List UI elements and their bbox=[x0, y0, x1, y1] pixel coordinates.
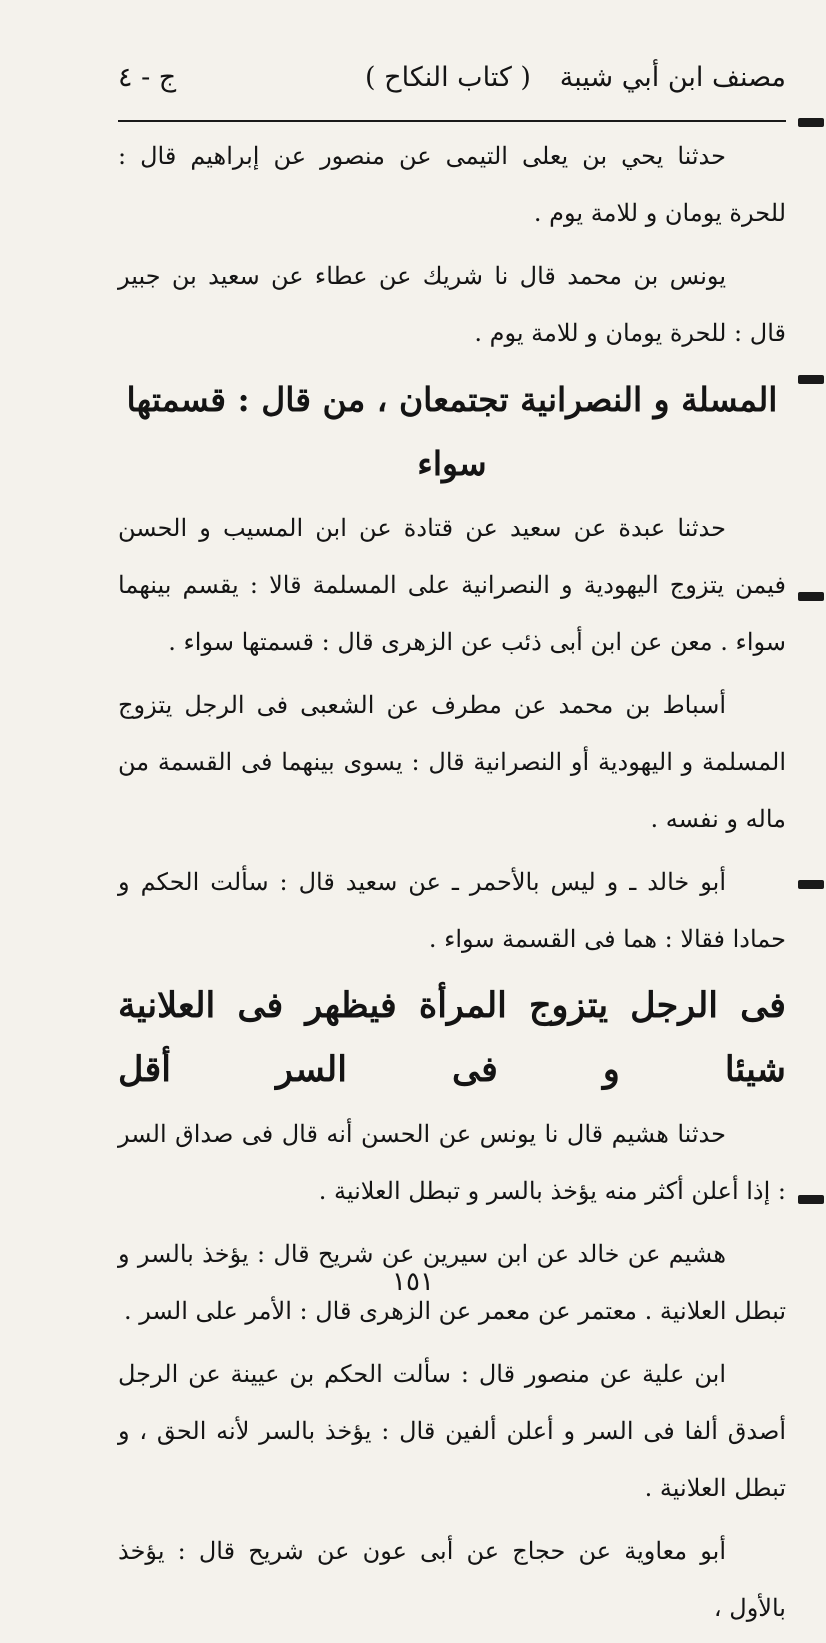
paragraph: أبو خالد ـ و ليس بالأحمر ـ عن سعيد قال : سألت الحكم و حمادا فقالا : هما فى القسمة سواء . bbox=[118, 868, 786, 953]
paragraph: أبو معاوية عن حجاج عن أبى عون عن شريح قال : يؤخذ بالأول ، bbox=[118, 1537, 786, 1622]
running-header bbox=[110, 62, 786, 108]
margin-marker bbox=[798, 1195, 824, 1204]
margin-marker bbox=[798, 592, 824, 601]
paragraph: حدثنا هشيم قال نا يونس عن الحسن أنه قال فى صداق السر : إذا أعلن أكثر منه يؤخذ بالسر و تبطل العلانية . bbox=[118, 1120, 786, 1205]
section-heading: المسلة و النصرانية تجتمعان ، من قال : قسمتها سواء bbox=[126, 380, 778, 483]
section-title: ( كتاب النكاح ) bbox=[365, 62, 531, 93]
header-rule bbox=[118, 120, 786, 122]
margin-marker bbox=[798, 880, 824, 889]
margin-marker bbox=[798, 118, 824, 127]
paragraph: حدثنا عبدة عن سعيد عن قتادة عن ابن المسيب و الحسن فيمن يتزوج اليهودية و النصرانية على المسلمة قالا : يقسم بينهما سواء . معن عن ابن أبى ذئب عن الزهرى قال : قسمتها سواء . bbox=[118, 514, 786, 656]
margin-marker bbox=[798, 375, 824, 384]
paragraph: يونس بن محمد قال نا شريك عن عطاء عن سعيد بن جبير قال : للحرة يومان و للامة يوم . bbox=[118, 262, 786, 347]
paragraph: حدثنا يحي بن يعلى التيمى عن منصور عن إبراهيم قال : للحرة يومان و للامة يوم . bbox=[118, 142, 786, 227]
page-number: ١٥١ bbox=[392, 1267, 434, 1297]
book-title: مصنف ابن أبي شيبة bbox=[559, 62, 786, 93]
paragraph: هشيم عن خالد عن ابن سيرين عن شريح قال : يؤخذ بالسر و تبطل العلانية . معتمر عن معمر عن الزهرى قال : الأمر على السر . bbox=[118, 1240, 786, 1325]
section-heading: فى الرجل يتزوج المرأة فيظهر فى العلانية شيئا و فى السر أقل bbox=[118, 985, 786, 1090]
paragraph: أسباط بن محمد عن مطرف عن الشعبى فى الرجل يتزوج المسلمة و اليهودية أو النصرانية قال : يسوى بينهما فى القسمة من ماله و نفسه . bbox=[118, 691, 786, 833]
volume-label: ج - ٤ bbox=[118, 62, 177, 93]
paragraph: ابن علية عن منصور قال : سألت الحكم بن عيينة عن الرجل أصدق ألفا فى السر و أعلن ألفين قال : يؤخذ بالسر لأنه الحق ، و تبطل العلانية . bbox=[118, 1360, 787, 1502]
body-text bbox=[118, 128, 786, 1643]
